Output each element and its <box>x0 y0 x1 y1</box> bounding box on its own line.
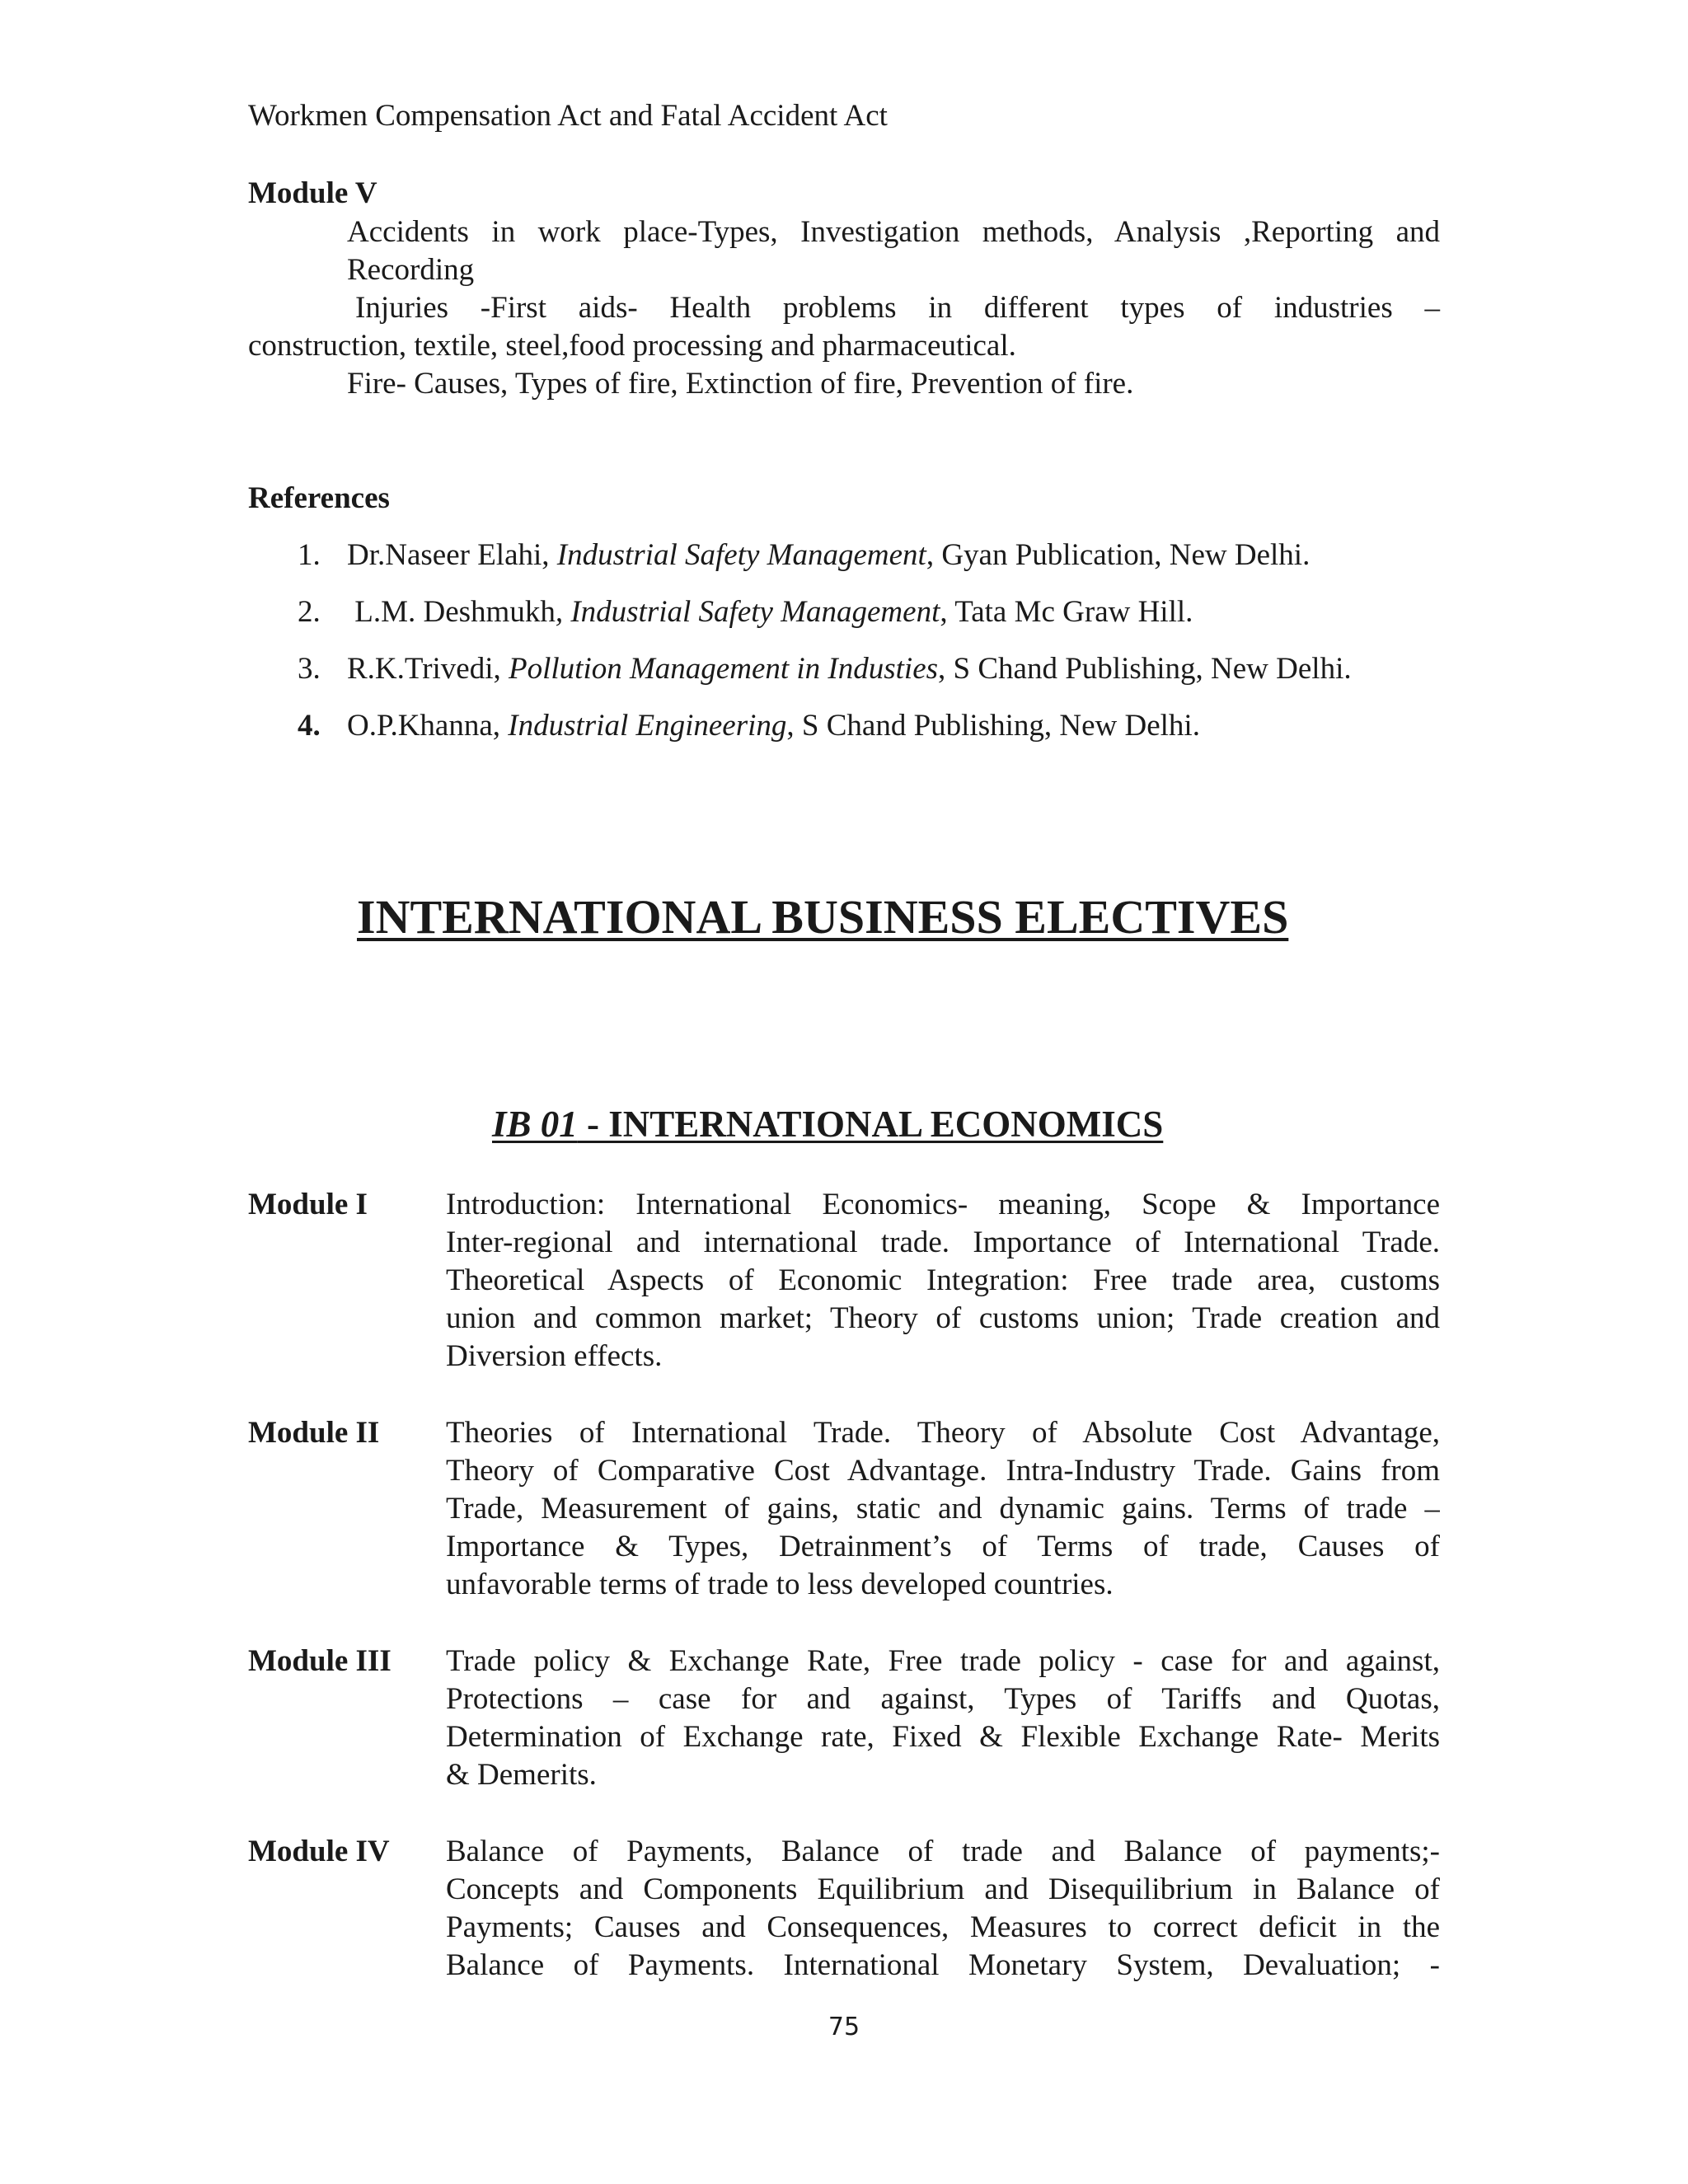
module-description <box>446 1186 1440 1376</box>
reference-item <box>298 537 1310 574</box>
reference-item <box>298 593 1193 631</box>
module-v-heading: Module V <box>248 176 377 210</box>
reference-author: R.K.Trivedi, <box>347 652 501 686</box>
section-title: INTERNATIONAL BUSINESS ELECTIVES <box>357 890 1289 944</box>
module-v-line-5: Fire- Causes, Types of fire, Extinction of fire, Prevention of fire. <box>347 367 1134 401</box>
reference-number: 3. <box>298 652 321 686</box>
reference-title: Industrial Engineering <box>508 709 787 743</box>
reference-title: Pollution Management in Industies <box>509 652 939 686</box>
module-line: Theories of International Trade. Theory of Absolute Cost Advantage, <box>446 1416 1440 1450</box>
module-line: Concepts and Components Equilibrium and Disequilibrium in Balance of <box>446 1872 1440 1906</box>
module-label: Module II <box>248 1416 380 1450</box>
module-v-line-3: Injuries -First aids- Health problems in different types of industries – <box>355 291 1440 325</box>
reference-item <box>298 650 1352 688</box>
module-line: & Demerits. <box>446 1758 597 1792</box>
course-code: IB 01 <box>492 1104 578 1145</box>
reference-publisher: , S Chand Publishing, New Delhi. <box>786 709 1200 743</box>
references-heading: References <box>248 481 390 515</box>
reference-author: Dr.Naseer Elahi, <box>347 538 550 572</box>
module-description <box>446 1833 1440 1985</box>
module-line: Trade, Measurement of gains, static and dynamic gains. Terms of trade – <box>446 1492 1440 1526</box>
reference-number: 2. <box>298 595 321 629</box>
reference-publisher: , Gyan Publication, New Delhi. <box>926 538 1311 572</box>
reference-number: 4. <box>298 709 321 743</box>
reference-publisher: , S Chand Publishing, New Delhi. <box>938 652 1352 686</box>
reference-title: , Industrial Safety Management <box>555 595 940 629</box>
module-line: union and common market; Theory of customs union; Trade creation and <box>446 1301 1440 1335</box>
module-line: Balance of Payments. International Monetary System, Devaluation; - <box>446 1948 1440 1982</box>
reference-publisher: , Tata Mc Graw Hill. <box>940 595 1193 629</box>
reference-author: O.P.Khanna, <box>347 709 501 743</box>
running-header: Workmen Compensation Act and Fatal Accident Act <box>248 99 888 133</box>
reference-author: L.M. Deshmukh <box>347 595 556 629</box>
module-line: Balance of Payments, Balance of trade and Balance of payments;- <box>446 1835 1440 1868</box>
module-line: Introduction: International Economics- meaning, Scope & Importance <box>446 1188 1440 1221</box>
module-description <box>446 1643 1440 1794</box>
module-label: Module III <box>248 1644 392 1678</box>
module-description <box>446 1414 1440 1604</box>
module-label: Module IV <box>248 1835 390 1868</box>
module-v-line-1: Accidents in work place-Types, Investigation methods, Analysis ,Reporting and <box>347 215 1440 249</box>
module-line: Determination of Exchange rate, Fixed & Flexible Exchange Rate- Merits <box>446 1720 1440 1754</box>
module-v-line-4: construction, textile, steel,food processing and pharmaceutical. <box>248 329 1016 363</box>
reference-number: 1. <box>298 538 321 572</box>
module-label: Module I <box>248 1188 368 1221</box>
module-line: Trade policy & Exchange Rate, Free trade policy - case for and against, <box>446 1644 1440 1678</box>
module-line: Theory of Comparative Cost Advantage. Intra-Industry Trade. Gains from <box>446 1454 1440 1488</box>
page-number: 75 <box>828 2013 860 2041</box>
module-line: unfavorable terms of trade to less developed countries. <box>446 1568 1114 1601</box>
module-line: Diversion effects. <box>446 1339 663 1373</box>
module-line: Protections – case for and against, Types of Tariffs and Quotas, <box>446 1682 1440 1716</box>
module-line: Inter-regional and international trade. Importance of International Trade. <box>446 1226 1440 1259</box>
module-line: Theoretical Aspects of Economic Integration: Free trade area, customs <box>446 1263 1440 1297</box>
reference-item <box>298 707 1200 745</box>
module-line: Importance & Types, Detrainment’s of Terms of trade, Causes of <box>446 1530 1440 1563</box>
course-name: - INTERNATIONAL ECONOMICS <box>577 1104 1164 1145</box>
course-title <box>492 1101 1163 1147</box>
reference-title: Industrial Safety Management <box>556 538 926 572</box>
module-line: Payments; Causes and Consequences, Measures to correct deficit in the <box>446 1910 1440 1944</box>
module-v-line-2: Recording <box>347 253 475 287</box>
